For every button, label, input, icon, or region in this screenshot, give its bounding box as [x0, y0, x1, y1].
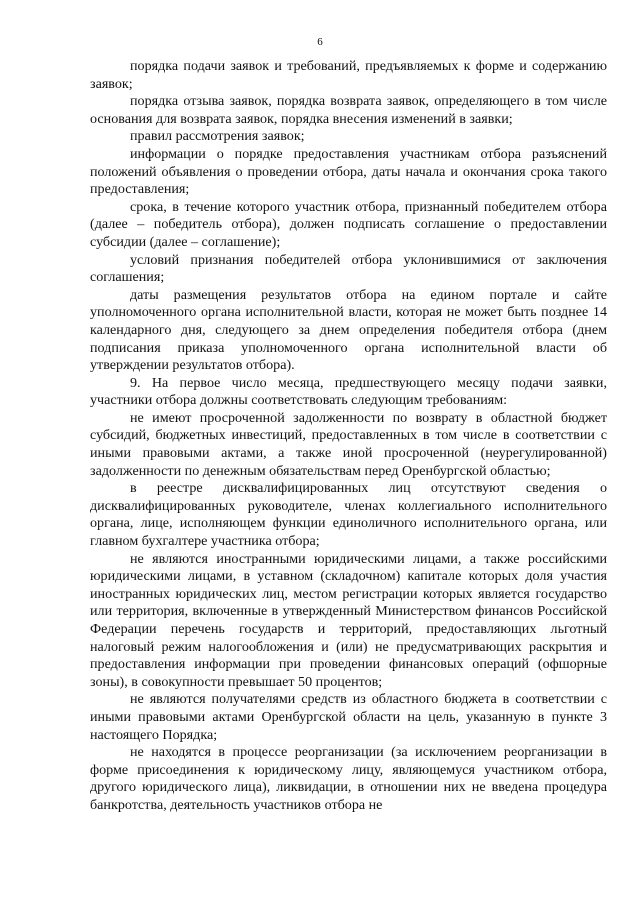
- paragraph: порядка отзыва заявок, порядка возврата заявок, определяющего в том числе основания для возврата заявок, порядка внесения изменений в заявки;: [90, 93, 607, 127]
- paragraph: не находятся в процессе реорганизации (за исключением реорганизации в форме присоединения к юридическому лицу, являющемуся участником отбора, другого юридического лица), ликвидации, в отношении них не введена процедура банкротства, деятельность участников отбора не: [90, 744, 607, 813]
- paragraph: не являются иностранными юридическими лицами, а также российскими юридическими лицами, в уставном (складочном) капитале которых доля участия иностранных юридических лиц, местом регистрации которых является государство или территория, включенные в утвержденный Министерством финансов Российской Федерации перечень государств и территорий, предоставляющих льготный налоговый режим налогообложения и (или) не предусматривающих раскрытия и предоставления информации при проведении финансовых операций (офшорные зоны), в совокупности превышает 50 процентов;: [90, 550, 607, 690]
- paragraph: 9. На первое число месяца, предшествующего месяцу подачи заявки, участники отбора должны соответствовать следующим требованиям:: [90, 374, 607, 409]
- body-text: [90, 58, 607, 815]
- paragraph: условий признания победителей отбора уклонившимися от заключения соглашения;: [90, 251, 607, 286]
- paragraph: не являются получателями средств из областного бюджета в соответствии с иными правовыми актами Оренбургской области на цель, указанную в пункте 3 настоящего Порядка;: [90, 691, 607, 743]
- paragraph: порядка подачи заявок и требований, предъявляемых к форме и содержанию заявок;: [90, 58, 607, 92]
- paragraph: даты размещения результатов отбора на едином портале и сайте уполномоченного органа исполнительной власти, которая не может быть позднее 14 календарного дня, следующего за днем определения победителя отбора (днем подписания приказа уполномоченного органа исполнительной власти об утверждении результатов отбора).: [90, 286, 607, 374]
- paragraph: не имеют просроченной задолженности по возврату в областной бюджет субсидий, бюджетных инвестиций, предоставленных в том числе в соответствии с иными правовыми актами, а также иной просроченной (неурегулированной) задолженности по денежным обязательствам перед Оренбургской областью;: [90, 409, 607, 479]
- page-number: 6: [317, 36, 323, 48]
- paragraph: срока, в течение которого участник отбора, признанный победителем отбора (далее – победитель отбора), должен подписать соглашение о предоставлении субсидии (далее – соглашение);: [90, 198, 607, 250]
- paragraph: правил рассмотрения заявок;: [130, 128, 305, 145]
- paragraph: информации о порядке предоставления участникам отбора разъяснений положений объявления о проведении отбора, даты начала и окончания срока такого предоставления;: [90, 145, 607, 198]
- paragraph: в реестре дисквалифицированных лиц отсутствуют сведения о дисквалифицированных руководителе, членах коллегиального исполнительного органа, лице, исполняющем функции единоличного исполнительного органа, или главном бухгалтере участника отбора;: [90, 480, 607, 550]
